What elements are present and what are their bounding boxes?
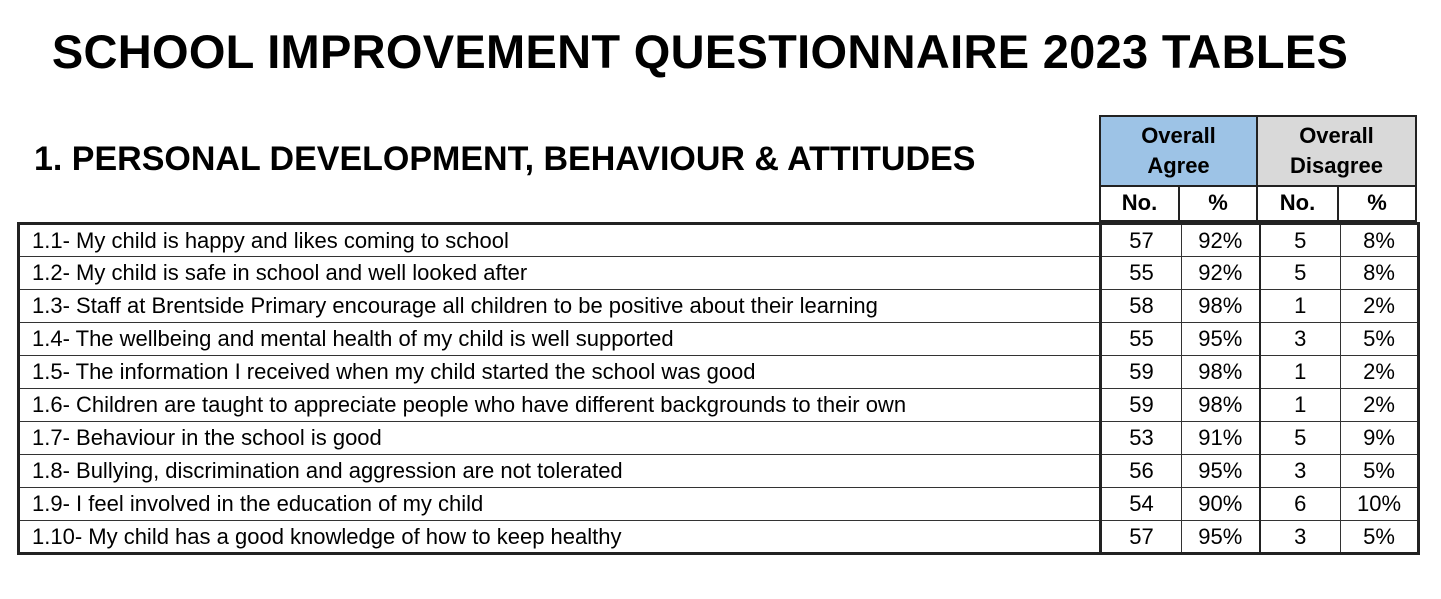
agree-pct-cell: 98% bbox=[1182, 389, 1260, 422]
agree-no-cell: 59 bbox=[1101, 356, 1182, 389]
agree-no-cell: 58 bbox=[1101, 290, 1182, 323]
disagree-no-cell: 5 bbox=[1260, 422, 1341, 455]
disagree-pct-cell: 10% bbox=[1341, 488, 1419, 521]
disagree-pct-cell: 9% bbox=[1341, 422, 1419, 455]
table-row bbox=[19, 455, 1419, 488]
agree-no-cell: 55 bbox=[1101, 323, 1182, 356]
disagree-header-line-2: Disagree bbox=[1290, 153, 1383, 178]
agree-pct-cell: 92% bbox=[1182, 257, 1260, 290]
disagree-pct-cell: 5% bbox=[1341, 323, 1419, 356]
agree-no-cell: 57 bbox=[1101, 224, 1182, 257]
agree-pct-cell: 98% bbox=[1182, 356, 1260, 389]
agree-no-header: No. bbox=[1099, 187, 1180, 222]
disagree-pct-cell: 5% bbox=[1341, 521, 1419, 554]
agree-pct-cell: 92% bbox=[1182, 224, 1260, 257]
disagree-header-line-1: Overall bbox=[1299, 123, 1374, 148]
disagree-no-cell: 5 bbox=[1260, 257, 1341, 290]
disagree-pct-cell: 8% bbox=[1341, 257, 1419, 290]
agree-pct-cell: 98% bbox=[1182, 290, 1260, 323]
agree-pct-header: % bbox=[1180, 187, 1258, 222]
agree-no-cell: 59 bbox=[1101, 389, 1182, 422]
overall-disagree-header bbox=[1258, 115, 1417, 187]
disagree-no-cell: 1 bbox=[1260, 389, 1341, 422]
agree-pct-cell: 95% bbox=[1182, 455, 1260, 488]
question-cell: 1.5- The information I received when my child started the school was good bbox=[19, 356, 1101, 389]
agree-no-cell: 54 bbox=[1101, 488, 1182, 521]
disagree-no-cell: 3 bbox=[1260, 323, 1341, 356]
question-cell: 1.9- I feel involved in the education of my child bbox=[19, 488, 1101, 521]
table-row bbox=[19, 356, 1419, 389]
question-cell: 1.6- Children are taught to appreciate people who have different backgrounds to their own bbox=[19, 389, 1101, 422]
table-row bbox=[19, 257, 1419, 290]
disagree-pct-cell: 2% bbox=[1341, 356, 1419, 389]
table-row bbox=[19, 422, 1419, 455]
disagree-no-header: No. bbox=[1258, 187, 1339, 222]
disagree-pct-cell: 5% bbox=[1341, 455, 1419, 488]
question-cell: 1.7- Behaviour in the school is good bbox=[19, 422, 1101, 455]
table-row bbox=[19, 224, 1419, 257]
agree-header-line-1: Overall bbox=[1141, 123, 1216, 148]
question-cell: 1.2- My child is safe in school and well looked after bbox=[19, 257, 1101, 290]
question-cell: 1.8- Bullying, discrimination and aggression are not tolerated bbox=[19, 455, 1101, 488]
question-cell: 1.3- Staff at Brentside Primary encourage all children to be positive about their learning bbox=[19, 290, 1101, 323]
table-row bbox=[19, 323, 1419, 356]
agree-pct-cell: 95% bbox=[1182, 323, 1260, 356]
disagree-no-cell: 5 bbox=[1260, 224, 1341, 257]
agree-pct-cell: 95% bbox=[1182, 521, 1260, 554]
agree-no-cell: 53 bbox=[1101, 422, 1182, 455]
disagree-no-cell: 3 bbox=[1260, 521, 1341, 554]
agree-no-cell: 57 bbox=[1101, 521, 1182, 554]
disagree-no-cell: 1 bbox=[1260, 356, 1341, 389]
question-cell: 1.1- My child is happy and likes coming to school bbox=[19, 224, 1101, 257]
disagree-no-cell: 6 bbox=[1260, 488, 1341, 521]
agree-pct-cell: 90% bbox=[1182, 488, 1260, 521]
page-title: SCHOOL IMPROVEMENT QUESTIONNAIRE 2023 TABLES bbox=[51, 25, 1349, 78]
question-cell: 1.4- The wellbeing and mental health of my child is well supported bbox=[19, 323, 1101, 356]
agree-no-cell: 56 bbox=[1101, 455, 1182, 488]
agree-no-cell: 55 bbox=[1101, 257, 1182, 290]
agree-pct-cell: 91% bbox=[1182, 422, 1260, 455]
table-row bbox=[19, 389, 1419, 422]
disagree-no-cell: 3 bbox=[1260, 455, 1341, 488]
disagree-pct-cell: 2% bbox=[1341, 389, 1419, 422]
table-row bbox=[19, 488, 1419, 521]
question-cell: 1.10- My child has a good knowledge of how to keep healthy bbox=[19, 521, 1101, 554]
section-title: 1. PERSONAL DEVELOPMENT, BEHAVIOUR & ATTITUDES bbox=[34, 140, 976, 178]
disagree-no-cell: 1 bbox=[1260, 290, 1341, 323]
disagree-pct-header: % bbox=[1339, 187, 1417, 222]
overall-agree-header bbox=[1099, 115, 1258, 187]
disagree-pct-cell: 2% bbox=[1341, 290, 1419, 323]
results-table bbox=[17, 222, 1420, 555]
table-row bbox=[19, 521, 1419, 554]
table-row bbox=[19, 290, 1419, 323]
disagree-pct-cell: 8% bbox=[1341, 224, 1419, 257]
agree-header-line-2: Agree bbox=[1147, 153, 1210, 178]
